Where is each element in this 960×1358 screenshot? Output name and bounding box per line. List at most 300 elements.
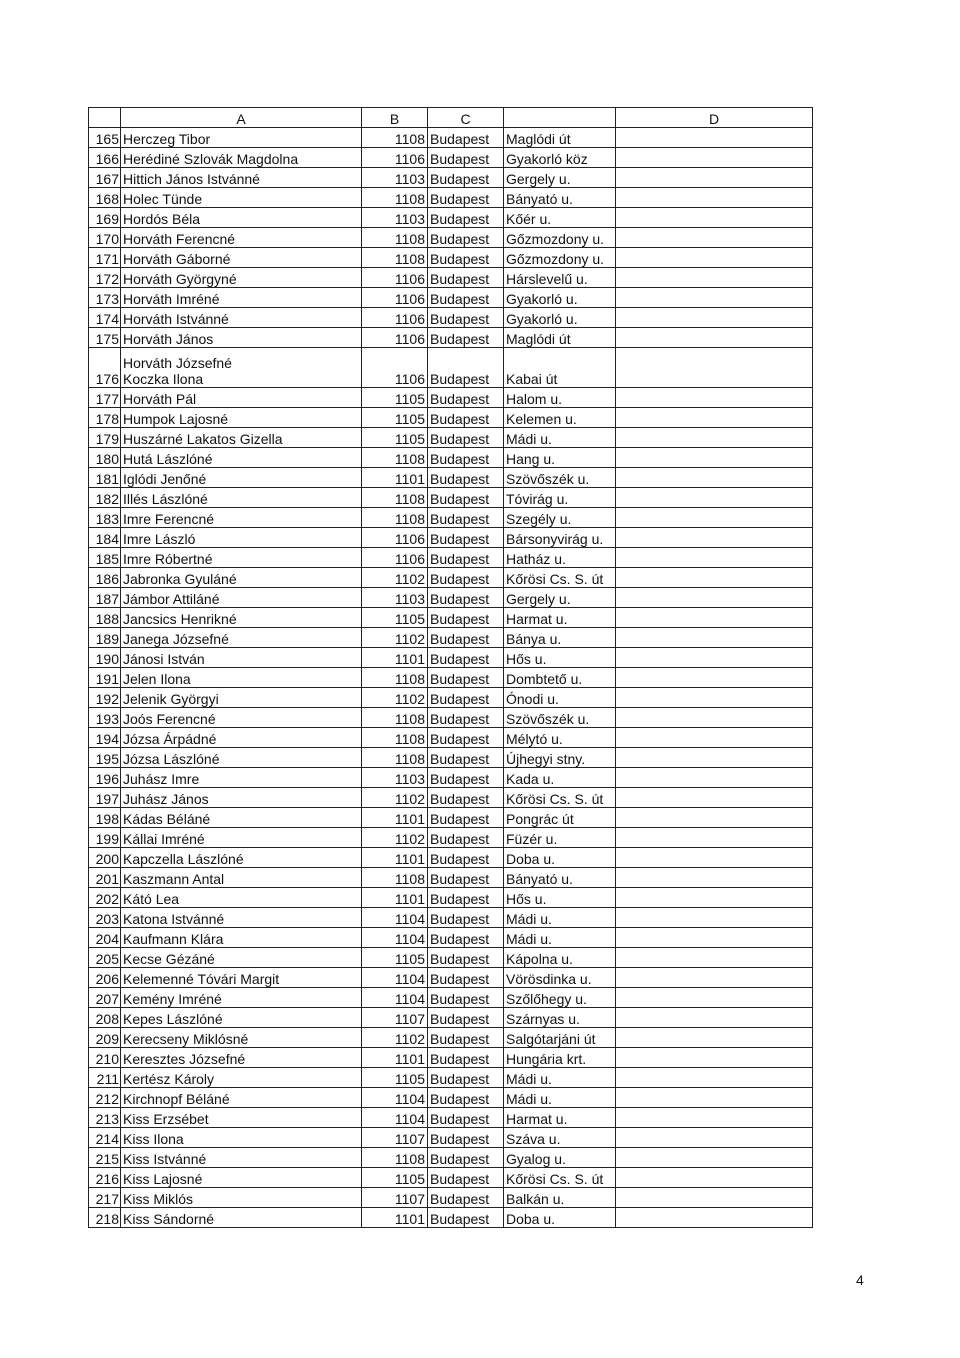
- row-number: 207: [89, 988, 121, 1008]
- name-line: Horváth János: [123, 331, 214, 347]
- name-line: Juhász János: [123, 791, 209, 807]
- name-line: Imre Ferencné: [123, 511, 215, 527]
- postal-code-cell: 1105: [362, 1068, 428, 1088]
- city-cell: Budapest: [428, 528, 504, 548]
- column-d-cell: [616, 648, 813, 668]
- column-d-cell: [616, 748, 813, 768]
- city-cell: Budapest: [428, 248, 504, 268]
- row-number: 193: [89, 708, 121, 728]
- column-d-cell: [616, 548, 813, 568]
- street-cell: Pongrác út: [504, 808, 616, 828]
- row-number: 182: [89, 488, 121, 508]
- column-d-cell: [616, 1208, 813, 1228]
- postal-code-cell: 1103: [362, 208, 428, 228]
- column-header-a: A: [121, 108, 362, 128]
- row-number: 176: [89, 348, 121, 388]
- city-cell: Budapest: [428, 228, 504, 248]
- name-cell: [121, 408, 362, 428]
- name-line: Kátó Lea: [123, 891, 180, 907]
- street-cell: Kőrösi Cs. S. út: [504, 1168, 616, 1188]
- table-row: [89, 1208, 813, 1228]
- column-d-cell: [616, 568, 813, 588]
- city-cell: Budapest: [428, 388, 504, 408]
- row-number: 194: [89, 728, 121, 748]
- name-line: Kiss Sándorné: [123, 1211, 215, 1227]
- street-cell: Füzér u.: [504, 828, 616, 848]
- table-row: [89, 948, 813, 968]
- name-cell: [121, 588, 362, 608]
- city-cell: Budapest: [428, 348, 504, 388]
- postal-code-cell: 1103: [362, 588, 428, 608]
- street-cell: Kelemen u.: [504, 408, 616, 428]
- row-number: 199: [89, 828, 121, 848]
- postal-code-cell: 1101: [362, 848, 428, 868]
- street-cell: Mádi u.: [504, 928, 616, 948]
- name-line: Horváth Józsefné: [123, 355, 232, 371]
- street-cell: Szárnyas u.: [504, 1008, 616, 1028]
- name-cell: [121, 128, 362, 148]
- table-row: [89, 288, 813, 308]
- name-cell: [121, 948, 362, 968]
- name-line: Katona Istvánné: [123, 911, 225, 927]
- city-cell: Budapest: [428, 188, 504, 208]
- postal-code-cell: 1105: [362, 948, 428, 968]
- name-cell: [121, 688, 362, 708]
- name-cell: [121, 928, 362, 948]
- table-row: [89, 228, 813, 248]
- row-number: 172: [89, 268, 121, 288]
- column-header-d: D: [616, 108, 813, 128]
- postal-code-cell: 1104: [362, 928, 428, 948]
- table-row: [89, 808, 813, 828]
- name-line: Huszárné Lakatos Gizella: [123, 431, 283, 447]
- city-cell: Budapest: [428, 828, 504, 848]
- postal-code-cell: 1104: [362, 968, 428, 988]
- postal-code-cell: 1102: [362, 568, 428, 588]
- row-number: 205: [89, 948, 121, 968]
- row-number: 198: [89, 808, 121, 828]
- postal-code-cell: 1104: [362, 908, 428, 928]
- city-cell: Budapest: [428, 968, 504, 988]
- city-cell: Budapest: [428, 1008, 504, 1028]
- street-cell: Hárslevelű u.: [504, 268, 616, 288]
- street-cell: Hungária krt.: [504, 1048, 616, 1068]
- street-cell: Kabai út: [504, 348, 616, 388]
- postal-code-cell: 1107: [362, 1128, 428, 1148]
- street-cell: Kada u.: [504, 768, 616, 788]
- row-number: 170: [89, 228, 121, 248]
- street-cell: Száva u.: [504, 1128, 616, 1148]
- table-row: [89, 248, 813, 268]
- city-cell: Budapest: [428, 1148, 504, 1168]
- column-d-cell: [616, 1028, 813, 1048]
- city-cell: Budapest: [428, 728, 504, 748]
- column-d-cell: [616, 268, 813, 288]
- name-line: Holec Tünde: [123, 191, 203, 207]
- column-d-cell: [616, 528, 813, 548]
- row-number: 173: [89, 288, 121, 308]
- city-cell: Budapest: [428, 608, 504, 628]
- column-d-cell: [616, 828, 813, 848]
- city-cell: Budapest: [428, 848, 504, 868]
- table-row: [89, 1008, 813, 1028]
- city-cell: Budapest: [428, 688, 504, 708]
- table-row: [89, 488, 813, 508]
- city-cell: Budapest: [428, 708, 504, 728]
- column-d-cell: [616, 588, 813, 608]
- table-row: [89, 1068, 813, 1088]
- row-number: 178: [89, 408, 121, 428]
- table-row: [89, 828, 813, 848]
- street-cell: Szövőszék u.: [504, 468, 616, 488]
- column-d-cell: [616, 888, 813, 908]
- table-row: [89, 988, 813, 1008]
- name-line: Kállai Imréné: [123, 831, 205, 847]
- postal-code-cell: 1104: [362, 988, 428, 1008]
- street-cell: Bánya u.: [504, 628, 616, 648]
- table-row: [89, 328, 813, 348]
- column-d-cell: [616, 148, 813, 168]
- city-cell: Budapest: [428, 1068, 504, 1088]
- column-d-cell: [616, 708, 813, 728]
- city-cell: Budapest: [428, 888, 504, 908]
- name-cell: [121, 388, 362, 408]
- city-cell: Budapest: [428, 568, 504, 588]
- name-cell: [121, 708, 362, 728]
- postal-code-cell: 1105: [362, 1168, 428, 1188]
- row-number: 191: [89, 668, 121, 688]
- column-d-cell: [616, 428, 813, 448]
- name-cell: [121, 868, 362, 888]
- postal-code-cell: 1101: [362, 468, 428, 488]
- column-d-cell: [616, 1168, 813, 1188]
- column-d-cell: [616, 1068, 813, 1088]
- city-cell: Budapest: [428, 308, 504, 328]
- name-cell: [121, 848, 362, 868]
- column-d-cell: [616, 688, 813, 708]
- name-cell: [121, 728, 362, 748]
- column-d-cell: [616, 988, 813, 1008]
- table-row: [89, 388, 813, 408]
- row-number: 202: [89, 888, 121, 908]
- city-cell: Budapest: [428, 1188, 504, 1208]
- name-cell: [121, 348, 362, 388]
- table-row: [89, 748, 813, 768]
- postal-code-cell: 1104: [362, 1108, 428, 1128]
- street-cell: Gőzmozdony u.: [504, 248, 616, 268]
- name-cell: [121, 1128, 362, 1148]
- name-cell: [121, 1088, 362, 1108]
- postal-code-cell: 1106: [362, 288, 428, 308]
- name-cell: [121, 988, 362, 1008]
- table-row: [89, 888, 813, 908]
- table-row: [89, 1028, 813, 1048]
- street-cell: Hatház u.: [504, 548, 616, 568]
- city-cell: Budapest: [428, 328, 504, 348]
- street-cell: Kőrösi Cs. S. út: [504, 568, 616, 588]
- name-cell: [121, 1148, 362, 1168]
- postal-code-cell: 1104: [362, 1088, 428, 1108]
- row-number: 166: [89, 148, 121, 168]
- city-cell: Budapest: [428, 628, 504, 648]
- name-line: Jancsics Henrikné: [123, 611, 237, 627]
- city-cell: Budapest: [428, 928, 504, 948]
- row-number: 165: [89, 128, 121, 148]
- city-cell: Budapest: [428, 428, 504, 448]
- row-number: 188: [89, 608, 121, 628]
- postal-code-cell: 1108: [362, 248, 428, 268]
- name-line: Jabronka Gyuláné: [123, 571, 237, 587]
- city-cell: Budapest: [428, 208, 504, 228]
- postal-code-cell: 1106: [362, 268, 428, 288]
- name-line: Herczeg Tibor: [123, 131, 211, 147]
- column-d-cell: [616, 488, 813, 508]
- name-line: Juhász Imre: [123, 771, 200, 787]
- header-row: [89, 108, 813, 128]
- name-line: Kelemenné Tóvári Margit: [123, 971, 280, 987]
- name-line: Kiss Lajosné: [123, 1171, 203, 1187]
- column-d-cell: [616, 508, 813, 528]
- postal-code-cell: 1101: [362, 888, 428, 908]
- street-cell: Gergely u.: [504, 168, 616, 188]
- postal-code-cell: 1107: [362, 1188, 428, 1208]
- postal-code-cell: 1101: [362, 1208, 428, 1228]
- table-row: [89, 128, 813, 148]
- name-line: Horváth Imréné: [123, 291, 220, 307]
- postal-code-cell: 1105: [362, 428, 428, 448]
- name-line: Herédiné Szlovák Magdolna: [123, 151, 299, 167]
- street-cell: Gőzmozdony u.: [504, 228, 616, 248]
- street-cell: Hang u.: [504, 448, 616, 468]
- city-cell: Budapest: [428, 768, 504, 788]
- address-table: [88, 107, 813, 1228]
- table-row: [89, 568, 813, 588]
- name-line: Kiss Erzsébet: [123, 1111, 209, 1127]
- name-line: Horváth Ferencné: [123, 231, 236, 247]
- column-d-cell: [616, 668, 813, 688]
- postal-code-cell: 1108: [362, 748, 428, 768]
- name-line: Jelenik Györgyi: [123, 691, 219, 707]
- table-row: [89, 308, 813, 328]
- row-number: 217: [89, 1188, 121, 1208]
- name-cell: [121, 308, 362, 328]
- name-cell: [121, 1028, 362, 1048]
- postal-code-cell: 1105: [362, 388, 428, 408]
- city-cell: Budapest: [428, 488, 504, 508]
- city-cell: Budapest: [428, 468, 504, 488]
- postal-code-cell: 1101: [362, 648, 428, 668]
- postal-code-cell: 1101: [362, 808, 428, 828]
- street-cell: Harmat u.: [504, 1108, 616, 1128]
- name-line: Illés Lászlóné: [123, 491, 208, 507]
- column-d-cell: [616, 448, 813, 468]
- table-row: [89, 148, 813, 168]
- postal-code-cell: 1108: [362, 1148, 428, 1168]
- name-cell: [121, 328, 362, 348]
- name-cell: [121, 1168, 362, 1188]
- table-row: [89, 208, 813, 228]
- name-cell: [121, 188, 362, 208]
- city-cell: Budapest: [428, 1088, 504, 1108]
- name-line: Horváth Györgyné: [123, 271, 237, 287]
- name-cell: [121, 208, 362, 228]
- column-d-cell: [616, 848, 813, 868]
- name-cell: [121, 548, 362, 568]
- row-number: 213: [89, 1108, 121, 1128]
- name-cell: [121, 888, 362, 908]
- column-d-cell: [616, 1128, 813, 1148]
- row-number: 203: [89, 908, 121, 928]
- street-cell: Hős u.: [504, 648, 616, 668]
- street-cell: Doba u.: [504, 1208, 616, 1228]
- name-cell: [121, 528, 362, 548]
- street-cell: Mádi u.: [504, 908, 616, 928]
- street-cell: Maglódi út: [504, 128, 616, 148]
- street-cell: Harmat u.: [504, 608, 616, 628]
- street-cell: Kápolna u.: [504, 948, 616, 968]
- name-line: Kádas Béláné: [123, 811, 211, 827]
- table-row: [89, 1128, 813, 1148]
- name-line: Kiss Miklós: [123, 1191, 194, 1207]
- name-line: Horváth Istvánné: [123, 311, 229, 327]
- column-d-cell: [616, 968, 813, 988]
- name-line: Joós Ferencné: [123, 711, 216, 727]
- city-cell: Budapest: [428, 988, 504, 1008]
- column-d-cell: [616, 128, 813, 148]
- column-d-cell: [616, 308, 813, 328]
- column-header-c: C: [428, 108, 504, 128]
- name-line: Kerecseny Miklósné: [123, 1031, 249, 1047]
- column-d-cell: [616, 1008, 813, 1028]
- city-cell: Budapest: [428, 128, 504, 148]
- column-d-cell: [616, 1048, 813, 1068]
- name-line: Horváth Gáborné: [123, 251, 231, 267]
- column-d-cell: [616, 768, 813, 788]
- name-cell: [121, 568, 362, 588]
- street-cell: Gyakorló köz: [504, 148, 616, 168]
- row-number: 196: [89, 768, 121, 788]
- row-number: 215: [89, 1148, 121, 1168]
- postal-code-cell: 1108: [362, 128, 428, 148]
- row-number: 175: [89, 328, 121, 348]
- city-cell: Budapest: [428, 168, 504, 188]
- table-row: [89, 628, 813, 648]
- postal-code-cell: 1107: [362, 1008, 428, 1028]
- table-row: [89, 848, 813, 868]
- street-cell: Szövőszék u.: [504, 708, 616, 728]
- table-row: [89, 1188, 813, 1208]
- name-cell: [121, 668, 362, 688]
- name-cell: [121, 508, 362, 528]
- postal-code-cell: 1103: [362, 168, 428, 188]
- name-line: Jámbor Attiláné: [123, 591, 220, 607]
- name-line: Józsa Árpádné: [123, 731, 217, 747]
- header-blank-street: [504, 108, 616, 128]
- city-cell: Budapest: [428, 268, 504, 288]
- column-d-cell: [616, 868, 813, 888]
- street-cell: Doba u.: [504, 848, 616, 868]
- street-cell: Mádi u.: [504, 1088, 616, 1108]
- name-cell: [121, 908, 362, 928]
- row-number: 204: [89, 928, 121, 948]
- name-line: Kecse Gézáné: [123, 951, 215, 967]
- row-number: 192: [89, 688, 121, 708]
- name-line: Kapczella Lászlóné: [123, 851, 244, 867]
- name-cell: [121, 248, 362, 268]
- row-number: 167: [89, 168, 121, 188]
- name-cell: [121, 488, 362, 508]
- city-cell: Budapest: [428, 908, 504, 928]
- postal-code-cell: 1108: [362, 488, 428, 508]
- table-row: [89, 1168, 813, 1188]
- postal-code-cell: 1106: [362, 148, 428, 168]
- column-d-cell: [616, 908, 813, 928]
- row-number: 211: [89, 1068, 121, 1088]
- table-row: [89, 408, 813, 428]
- street-cell: Hős u.: [504, 888, 616, 908]
- table-row: [89, 968, 813, 988]
- city-cell: Budapest: [428, 748, 504, 768]
- postal-code-cell: 1106: [362, 348, 428, 388]
- street-cell: Tóvirág u.: [504, 488, 616, 508]
- street-cell: Bársonyvirág u.: [504, 528, 616, 548]
- column-d-cell: [616, 188, 813, 208]
- postal-code-cell: 1106: [362, 328, 428, 348]
- row-number: 174: [89, 308, 121, 328]
- postal-code-cell: 1102: [362, 828, 428, 848]
- street-cell: Újhegyi stny.: [504, 748, 616, 768]
- column-d-cell: [616, 328, 813, 348]
- row-number: 183: [89, 508, 121, 528]
- table-row: [89, 268, 813, 288]
- postal-code-cell: 1108: [362, 508, 428, 528]
- table-row: [89, 528, 813, 548]
- column-d-cell: [616, 348, 813, 388]
- table-row: [89, 1148, 813, 1168]
- row-number: 197: [89, 788, 121, 808]
- name-line: Kaszmann Antal: [123, 871, 225, 887]
- name-cell: [121, 788, 362, 808]
- postal-code-cell: 1101: [362, 1048, 428, 1068]
- postal-code-cell: 1105: [362, 608, 428, 628]
- column-d-cell: [616, 1108, 813, 1128]
- name-line: Hordós Béla: [123, 211, 201, 227]
- street-cell: Bányató u.: [504, 868, 616, 888]
- city-cell: Budapest: [428, 948, 504, 968]
- column-d-cell: [616, 468, 813, 488]
- page-number: 4: [856, 1272, 864, 1288]
- street-cell: Kőér u.: [504, 208, 616, 228]
- postal-code-cell: 1106: [362, 528, 428, 548]
- row-number: 181: [89, 468, 121, 488]
- name-cell: [121, 448, 362, 468]
- table-row: [89, 508, 813, 528]
- postal-code-cell: 1108: [362, 188, 428, 208]
- name-line: Józsa Lászlóné: [123, 751, 220, 767]
- column-d-cell: [616, 288, 813, 308]
- name-cell: [121, 148, 362, 168]
- row-number: 179: [89, 428, 121, 448]
- street-cell: Bányató u.: [504, 188, 616, 208]
- city-cell: Budapest: [428, 648, 504, 668]
- row-number: 189: [89, 628, 121, 648]
- city-cell: Budapest: [428, 448, 504, 468]
- table-row: [89, 588, 813, 608]
- city-cell: Budapest: [428, 588, 504, 608]
- table-row: [89, 1108, 813, 1128]
- name-line: Kaufmann Klára: [123, 931, 224, 947]
- name-cell: [121, 1208, 362, 1228]
